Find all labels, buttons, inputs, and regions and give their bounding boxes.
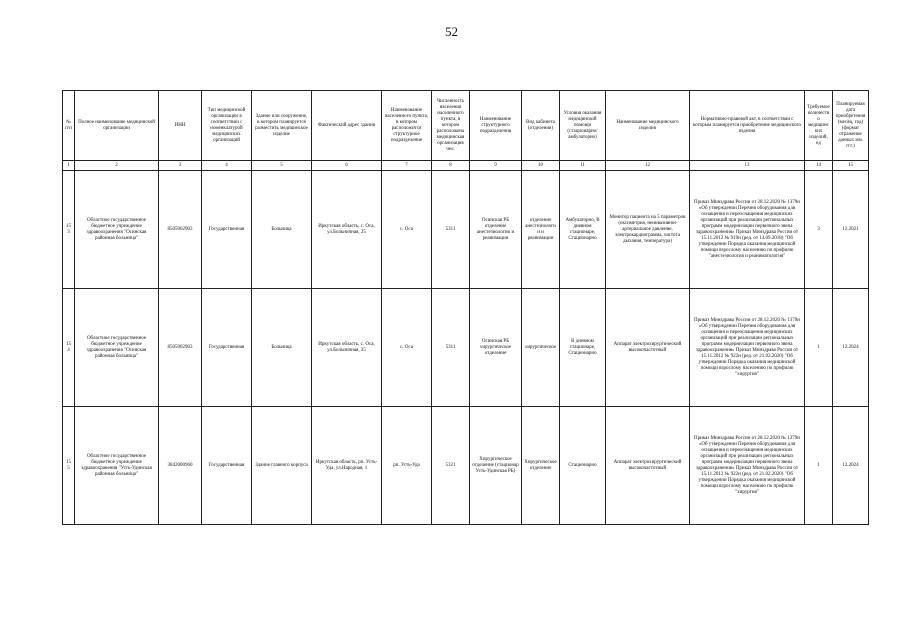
table-cell: 12.2024 <box>833 407 869 525</box>
table-cell: 12.2024 <box>833 289 869 407</box>
column-number: 8 <box>432 161 470 171</box>
table-cell: 8505002903 <box>159 289 202 407</box>
table-cell: Областное государственное бюджетное учреждение здравоохранения "Осинская районная больница" <box>75 289 159 407</box>
table-cell: Приказ Минздрава России от 28.12.2020 № 1379н «Об утверждении Перечня оборудования для оснащения и переоснащения медицинских организаций при реализации региональных программ модернизации первичного звена здравоохранения» Приказ Минздрава России от 15.11.2012 № 922н (ред. от 21.02.2020) "Об утверждении Порядка оказания медицинской помощи взрослому населению по профилю "хирургия" <box>690 407 805 525</box>
table-cell: 5321 <box>432 407 470 525</box>
column-header: ИНН <box>159 91 202 161</box>
column-header: Фактический адрес здания <box>312 91 382 161</box>
table-cell: отделение анестезиологии и реанимации <box>522 171 560 289</box>
table-cell: 12.2021 <box>833 171 869 289</box>
table-cell: рп. Усть-Уда <box>382 407 432 525</box>
header-row <box>63 91 869 161</box>
column-number: 2 <box>75 161 159 171</box>
table-cell: Больница <box>252 171 312 289</box>
table-cell: 154 <box>63 289 75 407</box>
column-number: 7 <box>382 161 432 171</box>
table-row <box>63 407 869 525</box>
table-cell: Иркутская область, с. Оса, ул.Больничная, 25 <box>312 289 382 407</box>
column-header: Наименование структурного подразделения <box>470 91 522 161</box>
column-number: 4 <box>202 161 252 171</box>
table-cell: Государственная <box>202 407 252 525</box>
table-cell: Государственная <box>202 289 252 407</box>
table-cell: Иркутская область, рп. Усть-Уда, ул.Народная, 1 <box>312 407 382 525</box>
column-header: Наименование медицинского изделия <box>606 91 690 161</box>
table-cell: с. Оса <box>382 289 432 407</box>
table-cell: Приказ Минздрава России от 28.12.2020 № 1379н «Об утверждении Перечня оборудования для оснащения и переоснащения медицинских организаций при реализации региональных программ модернизации первичного звена здравоохранения» Приказ Минздрава России от 15.11.2012 № 919н (ред. от 14.09.2018) "Об утверждении Порядка оказания медицинской помощи взрослому населению по профилю "анестезиология и реаниматология" <box>690 171 805 289</box>
table-cell: В дневном стационаре, Стационарно <box>560 289 606 407</box>
table-cell: 3842000960 <box>159 407 202 525</box>
column-header: Нормативно-правовой акт, в соответствии с которым планируется приобретение медицинского изделия <box>690 91 805 161</box>
column-number: 11 <box>560 161 606 171</box>
column-number: 3 <box>159 161 202 171</box>
table-cell: Осинская РБ хирургическое отделение <box>470 289 522 407</box>
column-number: 13 <box>690 161 805 171</box>
table-cell: Амбулаторно, В дневном стационаре, Стационарно <box>560 171 606 289</box>
table-cell: Хирургическое отделение (стационар Усть-Удинская РБ) <box>470 407 522 525</box>
column-header: Наименование населенного пункта, в котором расположится структурное подразделение <box>382 91 432 161</box>
table-cell: Областное государственное бюджетное учреждение здравоохранения "Усть-Удинская районная больница" <box>75 407 159 525</box>
column-header: Здание или сооружение, в котором планируется разместить медицинское изделие <box>252 91 312 161</box>
column-header: № п/п <box>63 91 75 161</box>
column-number: 6 <box>312 161 382 171</box>
table-cell: 155 <box>63 407 75 525</box>
column-number: 5 <box>252 161 312 171</box>
column-number: 12 <box>606 161 690 171</box>
table-cell: 1 <box>805 407 833 525</box>
column-number: 1 <box>63 161 75 171</box>
table-cell: 153 <box>63 171 75 289</box>
table-cell: Стационарно <box>560 407 606 525</box>
table-cell: Приказ Минздрава России от 28.12.2020 № 1379н «Об утверждении Перечня оборудования для оснащения и переоснащения медицинских организаций при реализации региональных программ модернизации первичного звена здравоохранения» Приказ Минздрава России от 15.11.2012 № 922н (ред. от 21.02.2020) "Об утверждении Порядка оказания медицинской помощи взрослому населению по профилю "хирургия" <box>690 289 805 407</box>
table-cell: Аппарат электрохирургический высокочастотный <box>606 407 690 525</box>
table-cell: Государственная <box>202 171 252 289</box>
table-cell: Иркутская область, с. Оса, ул.Больничная, 25 <box>312 171 382 289</box>
column-header: Тип медицинской организации в соответствии с номенклатурой медицинских организаций <box>202 91 252 161</box>
column-header: Планируемая дата приобретения (месяц, год) (формат отражение данных мм. ггг.) <box>833 91 869 161</box>
equipment-table <box>62 90 869 525</box>
table-cell: 5311 <box>432 289 470 407</box>
table-cell: Осинская РБ отделение анестезиологии и реанимации <box>470 171 522 289</box>
column-header: Полное наименование медицинской организации <box>75 91 159 161</box>
table-cell: Областное государственное бюджетное учреждение здравоохранения "Осинская районная больница" <box>75 171 159 289</box>
column-number: 9 <box>470 161 522 171</box>
column-header: Численность населения населенного пункта, в котором расположена медицинская организация чел. <box>432 91 470 161</box>
table-cell: Аппарат электрохирургический высокочастотный <box>606 289 690 407</box>
column-header: Вид кабинета (отделения) <box>522 91 560 161</box>
table-row <box>63 171 869 289</box>
table-cell: 8505002903 <box>159 171 202 289</box>
table-cell: 5311 <box>432 171 470 289</box>
table-cell: Монитор пациента на 5 параметров (оксиметрия, неинвазивное артериальное давление, электрокардиограмма, частота дыхания, температура) <box>606 171 690 289</box>
table-cell: Хирургическое отделение <box>522 407 560 525</box>
column-number: 10 <box>522 161 560 171</box>
table-cell: 1 <box>805 289 833 407</box>
column-number-row <box>63 161 869 171</box>
column-number: 14 <box>805 161 833 171</box>
table-cell: Больница <box>252 289 312 407</box>
table-cell: с. Оса <box>382 171 432 289</box>
table-cell: 3 <box>805 171 833 289</box>
column-header: Требуемое количество медицинских изделий, ед <box>805 91 833 161</box>
table-cell: Здание главного корпуса <box>252 407 312 525</box>
table-cell: хирургическое <box>522 289 560 407</box>
table-row <box>63 289 869 407</box>
column-header: Условия оказания медицинской помощи (стационарно/амбулаторно) <box>560 91 606 161</box>
column-number: 15 <box>833 161 869 171</box>
page-number: 52 <box>445 24 458 39</box>
